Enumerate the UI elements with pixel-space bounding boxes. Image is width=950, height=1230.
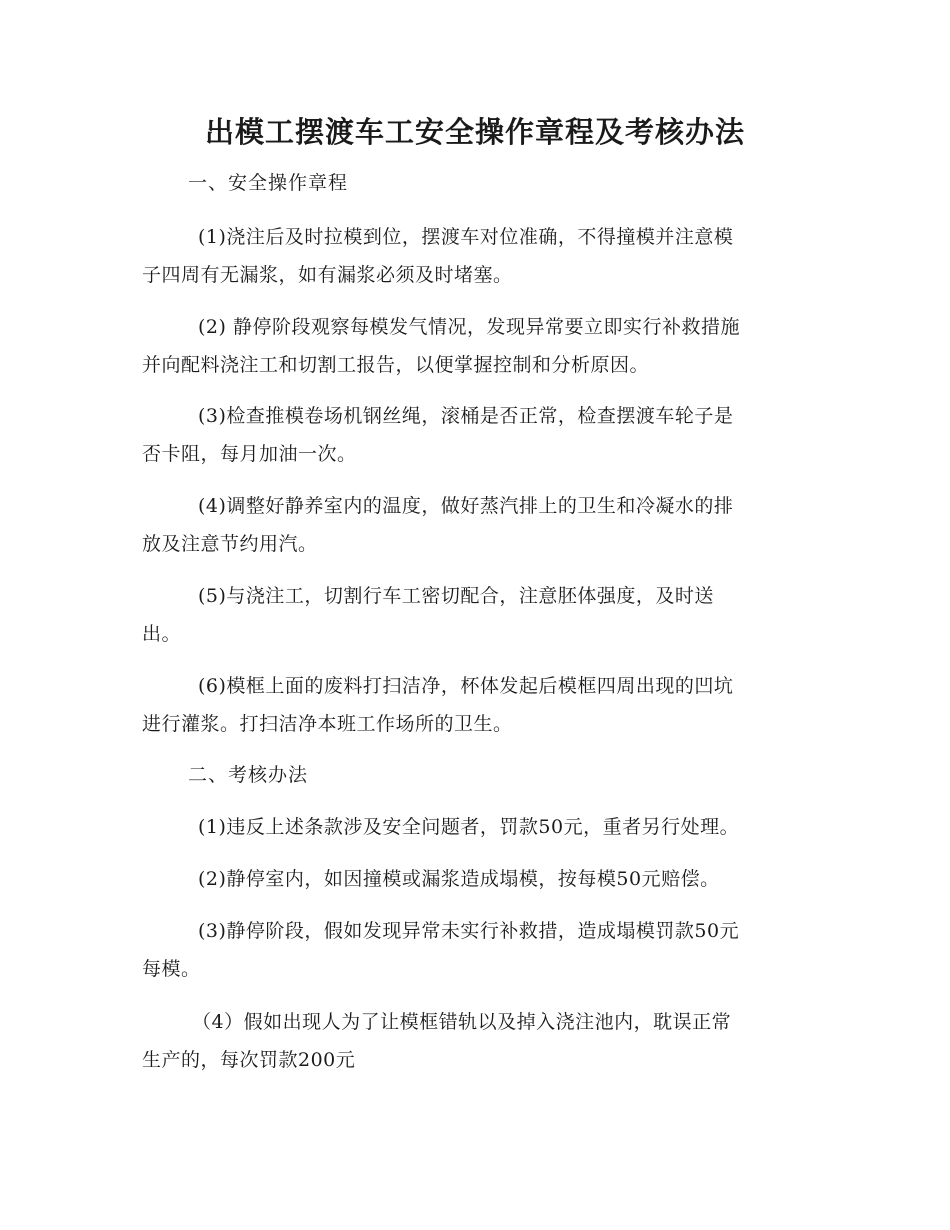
paragraph-line: (2)静停室内，如因撞模或漏浆造成塌模，按每模50元赔偿。 [198,868,720,890]
paragraph-line: (5)与浇注工，切割行车工密切配合，注意胚体强度，及时送 [198,585,714,607]
section-heading-safety-rules: 一、安全操作章程 [188,172,349,194]
paragraph-line: (3)静停阶段，假如发现异常未实行补救措，造成塌模罚款50元 [198,920,740,942]
paragraph-line: （4）假如出现人为了让模框错轨以及掉入浇注池内，耽误正常 [192,1011,732,1033]
paragraph-line: (3)检查推模卷场机钢丝绳，滚桶是否正常，检查摆渡车轮子是 [198,405,734,427]
paragraph-rule-6 [142,667,810,743]
paragraph-line: 并向配料浇注工和切割工报告，以便掌握控制和分析原因。 [142,354,650,376]
paragraph-line: (6)模框上面的废料打扫洁净，杯体发起后模框四周出现的凹坑 [198,675,734,697]
paragraph-line: (4)调整好静养室内的温度，做好蒸汽排上的卫生和冷凝水的排 [198,495,734,517]
paragraph-assessment-1 [142,808,810,846]
paragraph-line: 出。 [142,623,182,645]
paragraph-line: 进行灌浆。打扫洁净本班工作场所的卫生。 [142,713,513,735]
paragraph-assessment-3 [142,912,810,988]
paragraph-line: 否卡阻，每月加油一次。 [142,443,357,465]
paragraph-line: (1)浇注后及时拉模到位，摆渡车对位准确，不得撞模并注意模 [198,226,734,248]
paragraph-rule-4 [142,487,810,563]
paragraph-line: (2) 静停阶段观察每模发气情况，发现异常要立即实行补救措施 [198,316,740,338]
paragraph-line: 每模。 [142,958,201,980]
paragraph-line: 子四周有无漏浆，如有漏浆必须及时堵塞。 [142,264,513,286]
paragraph-line: 生产的，每次罚款200元 [142,1049,356,1071]
paragraph-line: 放及注意节约用汽。 [142,533,318,555]
document-title: 出模工摆渡车工安全操作章程及考核办法 [204,115,745,149]
paragraph-rule-2 [142,308,810,384]
paragraph-assessment-2 [142,860,810,898]
paragraph-rule-1 [142,218,810,294]
section-heading-assessment: 二、考核办法 [188,764,309,786]
paragraph-rule-3 [142,397,810,473]
paragraph-assessment-4 [142,1003,810,1079]
paragraph-line: (1)违反上述条款涉及安全问题者，罚款50元，重者另行处理。 [198,816,740,838]
paragraph-rule-5 [142,577,810,653]
